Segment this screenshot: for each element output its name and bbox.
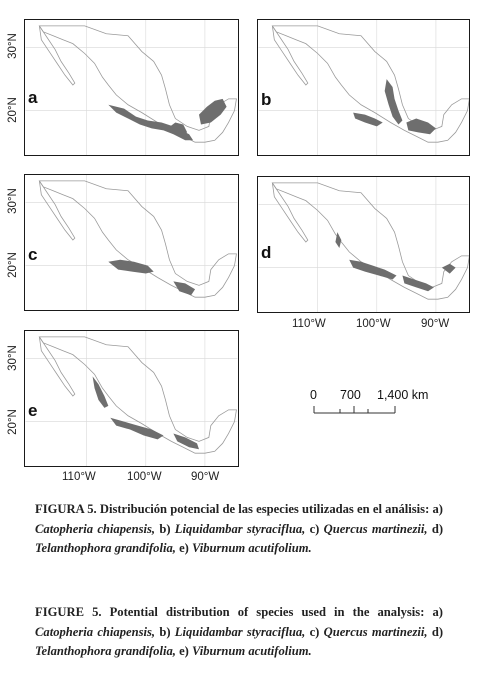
map-c-svg [25,175,238,310]
distribution-area [385,79,403,124]
species-name: Catopheria chiapensis, [35,521,156,536]
species-name: Liquidambar styraciflua, [174,521,306,536]
map-panel-c [24,174,239,311]
caption-spanish: FIGURA 5. Distribución potencial de las especies utilizadas en el análisis: a) Catopheria chiapensis, b) Liquidambar styraciflua, c) Quercus martinezii, d) Telanthophora grandifolia, e) Viburnum acutifolium. [35,502,444,555]
lat-label: 20°N [6,409,19,435]
species-name: Telanthophora grandifolia, [35,541,176,555]
distribution-area [349,260,396,280]
caption-head: FIGURA 5. Distribución potencial de las especies utilizadas en el análisis: [35,502,430,516]
lat-label: 20°N [6,97,19,123]
species-name: Quercus martinezii, [323,624,428,639]
map-panel-b [257,19,470,156]
distribution-area [335,232,341,248]
lon-label: 110°W [292,318,326,330]
species-name: Quercus martinezii, [323,521,428,536]
lon-label: 90°W [191,471,220,483]
lat-label: 30°N [6,188,19,214]
lon-label: 90°W [421,318,450,330]
distribution-area [173,433,199,449]
species-name: Viburnum acutifolium. [192,644,312,658]
map-panel-e [24,330,239,467]
caption-english: FIGURE 5. Potential distribution of species used in the analysis: a) Catopheria chiapensis, b) Liquidambar styraciflua, c) Quercus martinezii, d) Telanthophora grandifolia, e) Viburnum acutifolium. [35,605,444,658]
scale-label: 700 [340,388,361,402]
species-name: Telanthophora grandifolia, [35,644,176,658]
panel-label: e [28,401,38,420]
species-name: Catopheria chiapensis, [35,624,156,639]
map-a-svg [25,20,238,155]
distribution-area [406,119,436,135]
lon-label: 100°W [356,318,391,330]
panel-label: a [28,88,38,107]
lat-label: 30°N [6,33,19,59]
map-e-svg [25,331,238,466]
scale-label: 0 [310,388,317,402]
scale-bar-line [312,402,398,416]
lat-label: 20°N [6,252,19,278]
distribution-area [108,260,153,274]
distribution-area [199,99,227,125]
map-panel-a [24,19,239,156]
map-b-svg [258,20,469,155]
panel-label: d [261,243,272,262]
lon-label: 100°W [127,471,162,483]
panel-label: b [261,90,272,109]
map-panel-d [257,176,470,313]
caption-head: FIGURE 5. Potential distribution of species used in the analysis: [35,605,425,619]
species-name: Viburnum acutifolium. [192,541,312,555]
map-d-svg [258,177,469,312]
distribution-area [93,376,109,408]
species-name: Liquidambar styraciflua, [174,624,306,639]
scale-label: 1,400 km [377,388,429,402]
panel-label: c [28,245,38,264]
lat-label: 30°N [6,345,19,371]
lon-label: 110°W [62,471,96,483]
